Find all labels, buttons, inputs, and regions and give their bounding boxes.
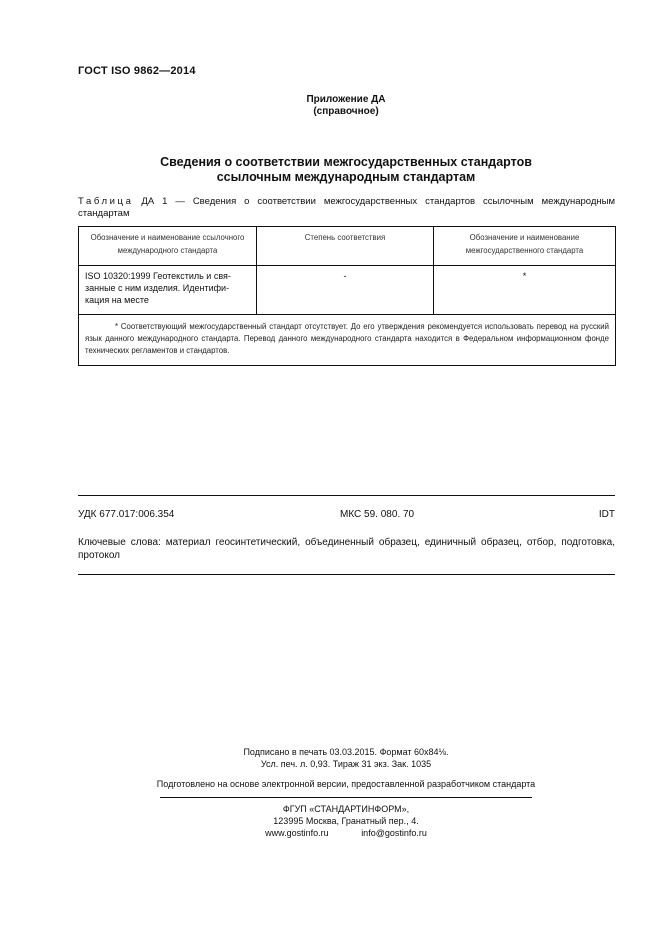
udk-code: УДК 677.017:006.354 <box>78 509 175 520</box>
table-footnote <box>79 315 616 366</box>
print-details <box>0 746 661 770</box>
footnote-text: * Соответствующий межгосударственный стандарт отсутствует. До его утверждения рекомендуется использовать перевод на русский язык данного международного стандарта. Перевод данного международного стандарта находится в Федеральном информационном фонде технических регламентов и стандартов. <box>85 322 609 355</box>
footer-bottom-rule <box>78 574 615 575</box>
publisher-block <box>0 803 661 839</box>
publisher-address: 123995 Москва, Гранатный пер., 4. <box>273 816 419 826</box>
publisher-email[interactable]: info@gostinfo.ru <box>361 828 427 838</box>
table-row <box>79 266 616 315</box>
cell-degree: - <box>257 266 434 315</box>
footer-top-rule <box>78 495 615 496</box>
table-caption <box>78 196 615 220</box>
cell-international-standard: ISO 10320:1999 Геотекстиль и свя-занные с ним изделия. Идентифи-кация на месте <box>79 266 257 315</box>
correspondence-table <box>78 226 616 366</box>
mks-code: МКС 59. 080. 70 <box>340 509 415 520</box>
imprint-rule <box>160 797 532 798</box>
section-title-line2: ссылочным международным стандартам <box>216 170 476 184</box>
appendix-type: (справочное) <box>313 106 379 117</box>
idt-code: IDT <box>598 509 615 520</box>
publisher-website[interactable]: www.gostinfo.ru <box>265 828 329 838</box>
appendix-title: Приложение ДА <box>306 94 386 105</box>
table-header-row <box>79 227 616 266</box>
print-sheets: Усл. печ. л. 0,93. Тираж 31 экз. Зак. 1035 <box>260 759 432 769</box>
table-caption-label: Таблица <box>78 196 134 207</box>
prepared-note: Подготовлено на основе электронной версии, предоставленной разработчиком стандарта <box>156 779 536 789</box>
section-title <box>0 155 661 185</box>
header-international-standard: Обозначение и наименование ссылочного международного стандарта <box>79 227 257 266</box>
print-signed: Подписано в печать 03.03.2015. Формат 60x84⅛. <box>243 747 449 757</box>
table-footnote-row <box>79 315 616 366</box>
table-caption-text: ДА 1 — Сведения о соответствии межгосударственных стандартов ссылочным международным стандартам <box>78 196 615 219</box>
header-degree-of-correspondence: Степень соответствия <box>257 227 434 266</box>
cell-interstate-standard: * <box>434 266 616 315</box>
header-interstate-standard: Обозначение и наименование межгосударственного стандарта <box>434 227 616 266</box>
document-code: ГОСТ ISO 9862—2014 <box>78 65 196 77</box>
publisher-name: ФГУП «СТАНДАРТИНФОРМ», <box>282 804 410 814</box>
publisher-contacts <box>0 827 661 839</box>
keywords: Ключевые слова: материал геосинтетический, объединенный образец, единичный образец, отбор, подготовка, протокол <box>78 537 615 561</box>
appendix-heading <box>0 94 661 118</box>
section-title-line1: Сведения о соответствии межгосударственных стандартов <box>160 155 532 169</box>
